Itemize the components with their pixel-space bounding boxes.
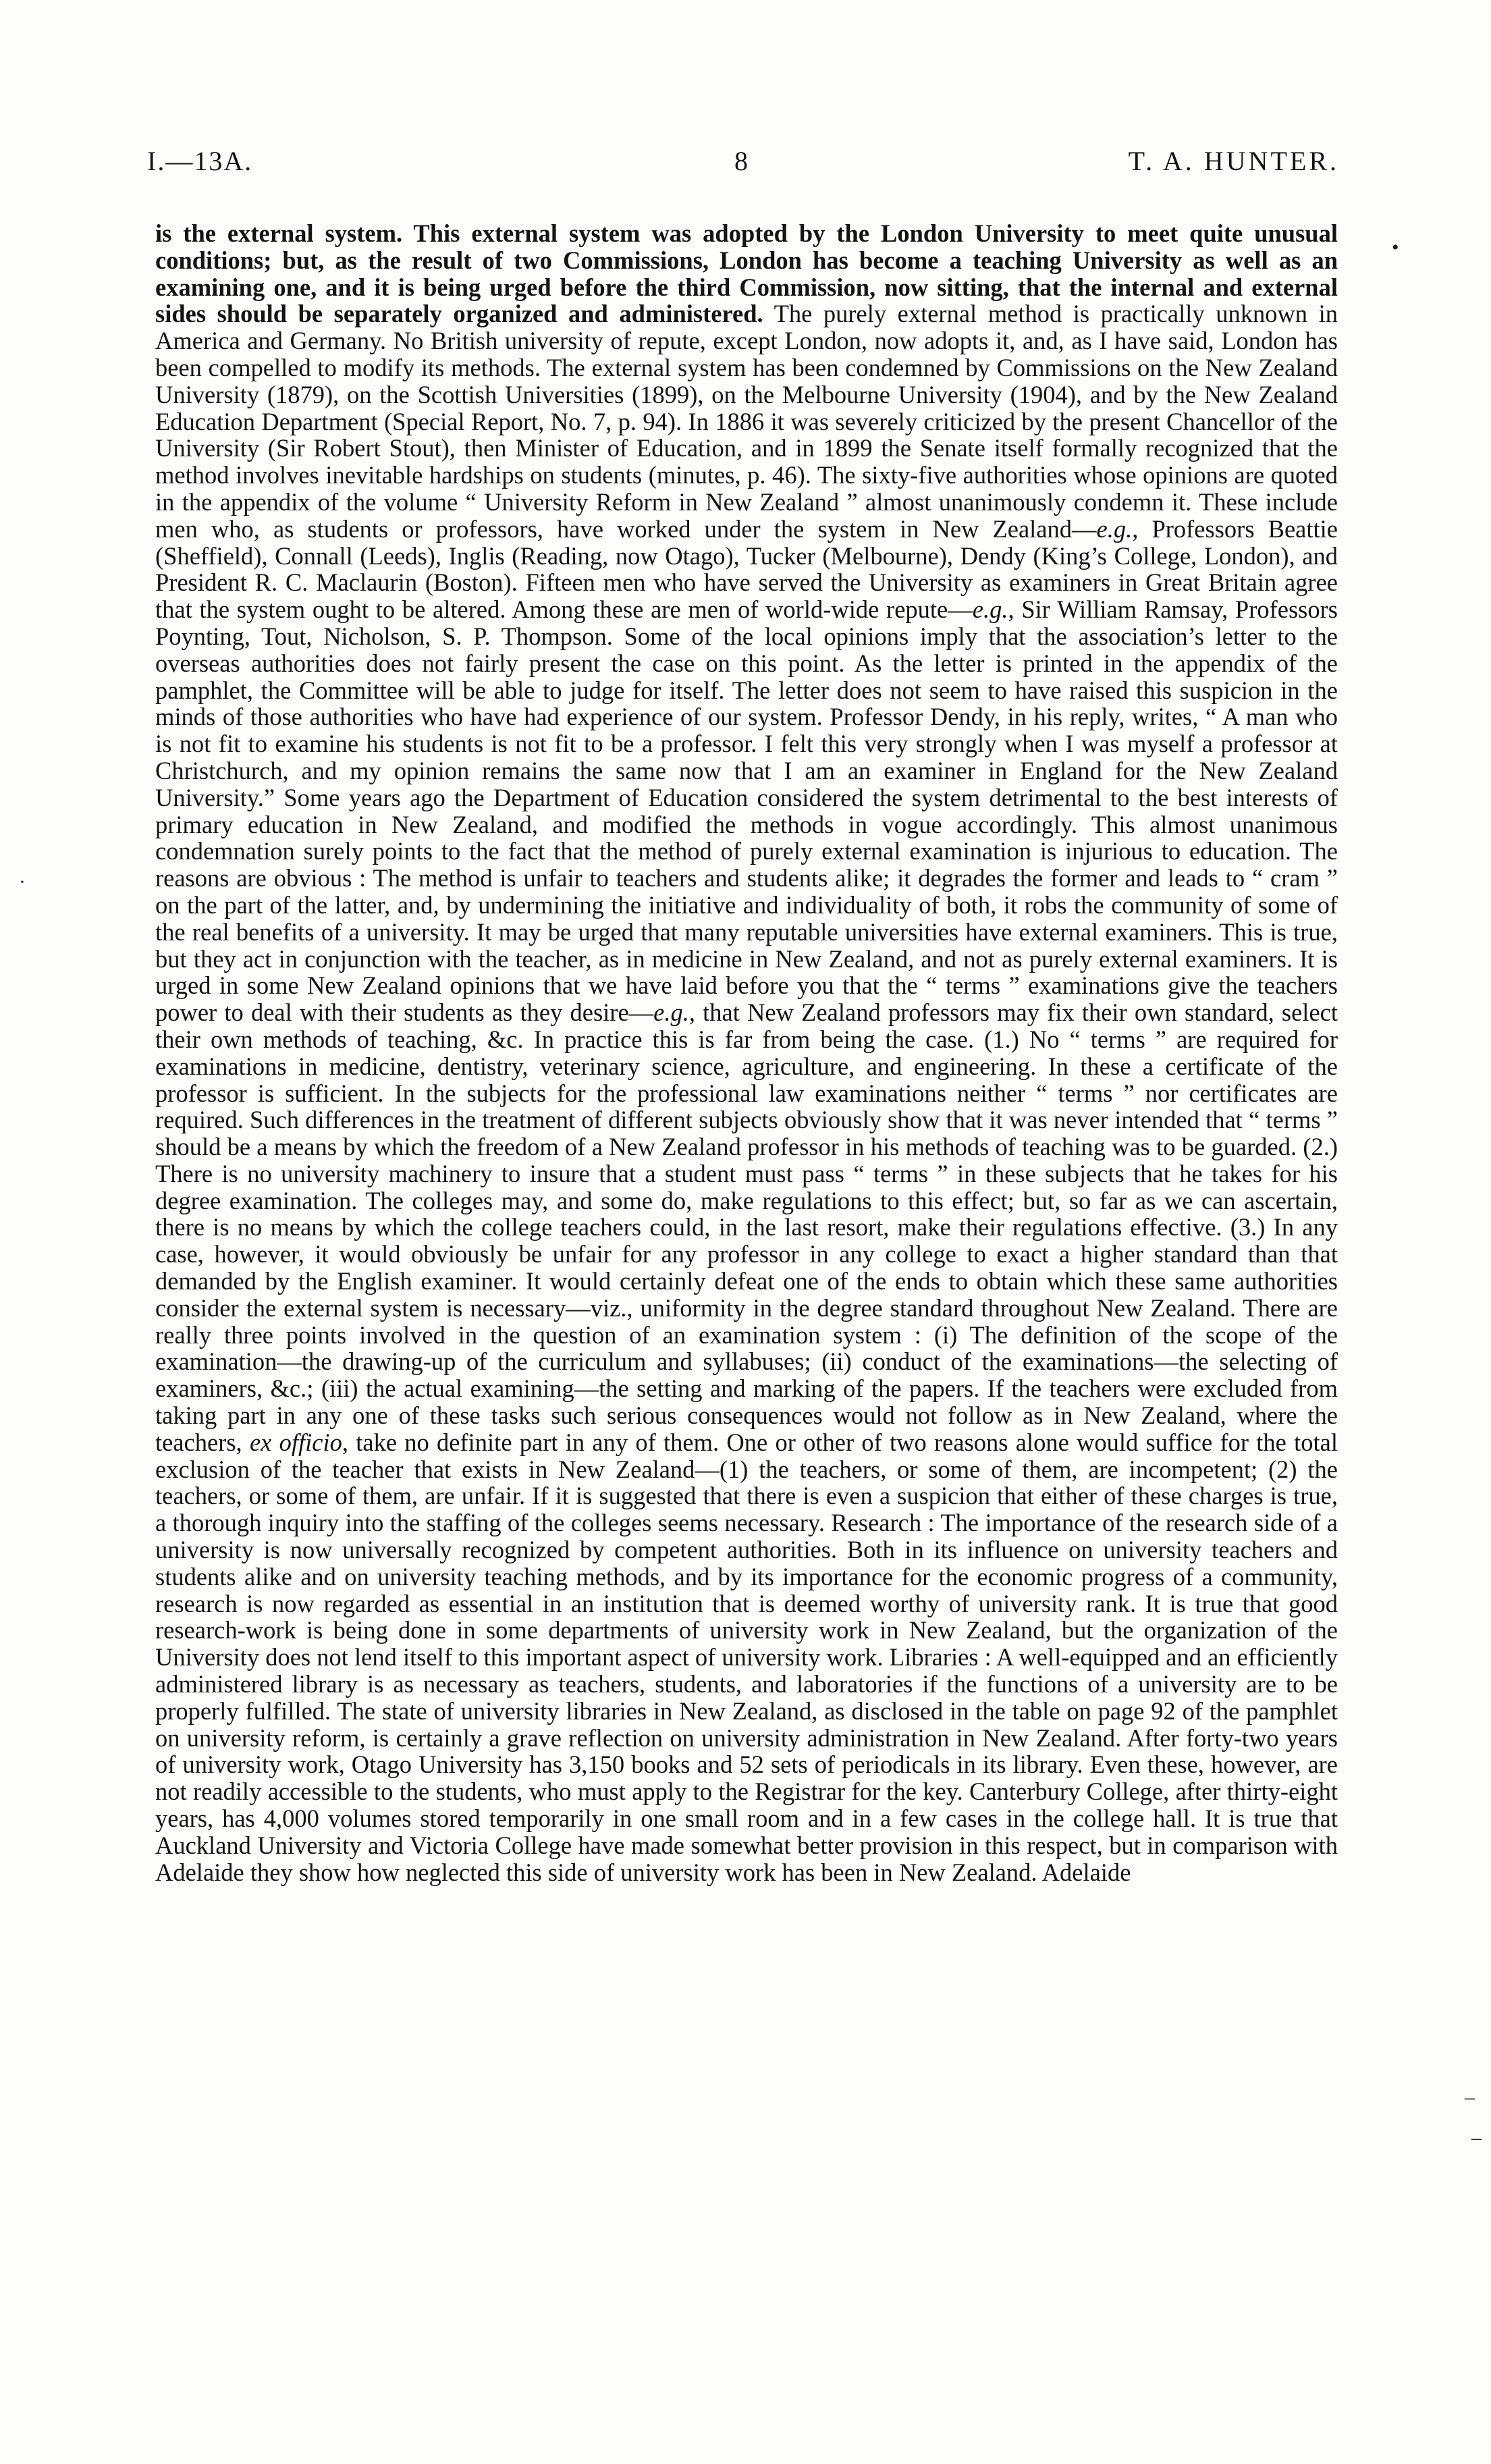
text-run-6: , take no definite part in any of them. One or other of two reasons alone would suffice for the total exclusion of the teacher that exists in New Zealand—(1) the teachers, or some of them, are incompetent; (2) the teachers, or some of them, are unfair. If it is suggested that there is even a suspicion that either of these charges is true, a thorough inquiry into the staffing of the colleges seems necessary.: [155, 1428, 1338, 1537]
text-run-5: , that New Zealand professors may fix their own standard, select their own methods of teaching, &c. In practice this is far from being the case. (1.) No “ terms ” are required for examinations in medicine, dentistry, veterinary science, agriculture, and engineering. In these a certificate of the professor is sufficient. In the subjects for the professional law examinations neither “ terms ” nor certificates are required. Such differences in the treatment of different subjects obviously show that it was never intended that “ terms ” should be a means by which the freedom of a New Zealand professor in his methods of teaching was to be guarded. (2.) There is no university machinery to insure that a student must pass “ terms ” in these subjects that he takes for his degree examination. The colleges may, and some do, make regulations to this effect; but, so far as we can ascertain, there is no means by which the college teachers could, in the last resort, make their regulations effective. (3.) In any case, however, it would obviously be unfair for any professor in any college to exact a higher standard than that demanded by the English examiner. It would certainly defeat one of the ends to obtain which these same authorities consider the external system is necessary—viz., uniformity in the degree standard throughout New Zealand. There are really three points involved in the question of an examination system : (i) The definition of the scope of the examination—the drawing-up of the curriculum and syllabuses; (ii) conduct of the examinations—the selecting of examiners, &c.; (iii) the actual examining—the setting and marking of the papers. If the teachers were excluded from taking part in any one of these tasks such serious consequences would not follow as in New Zealand, where the teachers,: [155, 998, 1338, 1456]
text-run-libraries: Libraries : A well-equipped and an efficiently administered library is as necessary as teachers, students, and laboratories if the functions of a university are to be properly fulfilled. The state of university libraries in New Zealand, as disclosed in the table on page 92 of the pamphlet on university reform, is certainly a grave reflection on university administration in New Zealand. After forty-two years of university work, Otago University has 3,150 books and 52 sets of periodicals in its library. Even these, however, are not readily accessible to the students, who must apply to the Registrar for the key. Canterbury College, after thirty-eight years, has 4,000 volumes stored temporarily in one small room and in a few cases in the college hall. It is true that Auckland University and Victoria College have made somewhat better provision in this respect, but in comparison with Adelaide they show how neglected this side of university work has been in New Zealand. Adelaide: [155, 1643, 1338, 1886]
margin-dot: •: [1392, 236, 1399, 259]
text-run-2: The purely external method is practically unknown in America and Germany. No British university of repute, except London, now adopts it, and, as I have said, London has been compelled to modify its methods. The external system has been condemned by Commissions on the New Zealand University (1879), on the Scottish Universities (1899), on the Melbourne University (1904), and by the New Zealand Education Department (Special Report, No. 7, p. 94). In 1886 it was severely criticized by the present Chancellor of the University (Sir Robert Stout), then Minister of Education, and in 1899 the Senate itself formally recognized that the method involves inevitable hardships on students (minutes, p. 46). The sixty-five authorities whose opinions are quoted in the appendix of the volume “ University Reform in New Zealand ” almost unanimously condemn it. These include men who, as students or professors, have worked under the system in New Zealand—: [155, 300, 1338, 543]
text-run-4: , Sir William Ramsay, Professors Poynting, Tout, Nicholson, S. P. Thompson. Some of the local opinions imply that the association’s letter to the overseas authorities does not fairly present the case on this point. As the letter is printed in the appendix of the pamphlet, the Committee will be able to judge for itself. The letter does not seem to have raised this suspicion in the minds of those authorities who have had experience of our system. Professor Dendy, in his reply, writes, “ A man who is not fit to examine his students is not fit to be a professor. I felt this very strongly when I was myself a professor at Christchurch, and my opinion remains the same now that I am an examiner in England for the New Zealand University.” Some years ago the Department of Education considered the system detrimental to the best interests of primary education in New Zealand, and modified the methods in vogue accordingly. This almost unanimous condemnation surely points to the fact that the method of purely external examination is injurious to education. The reasons are obvious : The method is unfair to teachers and students alike; it degrades the former and leads to “ cram ” on the part of the latter, and, by undermining the initiative and individuality of both, it robs the community of some of the real benefits of a university. It may be urged that many reputable universities have external examiners. This is true, but they act in conjunction with the teacher, as in medicine in New Zealand, and not as purely external examiners. It is urged in some New Zealand opinions that we have laid before you that the “ terms ” examinations give the teachers power to deal with their students as they desire—: [155, 595, 1338, 1027]
page-header: [0, 145, 1491, 186]
text-run-1: is the external system. This external system was adopted by the London University to meet quite unusual conditions; but, as the result of two Commissions, London has become a teaching University as well as an examining one, and it is being urged before the third Commission, now sitting, that the internal and external sides should be separately organized and administered.: [155, 219, 1338, 328]
header-author: T. A. HUNTER.: [1128, 146, 1339, 176]
text-ex-officio: ex officio: [249, 1428, 342, 1456]
header-reference: I.—13A.: [147, 146, 253, 176]
text-run-3: , Professors Beattie (Sheffield), Connall (Leeds), Inglis (Reading, now Otago), Tucker (Melbourne), Dendy (King’s College, London), and President R. C. Maclaurin (Boston). Fifteen men who have served the University as examiners in Great Britain agree that the system ought to be altered. Among these are men of world-wide repute—: [155, 514, 1338, 624]
text-eg-2: e.g.: [972, 595, 1008, 624]
text-eg-3: e.g.: [653, 998, 689, 1027]
body-paragraph: [155, 220, 1338, 1885]
page-number: 8: [734, 146, 749, 176]
margin-dash: –: [1471, 2126, 1482, 2149]
margin-dash: –: [1465, 2086, 1475, 2108]
margin-dot: ·: [19, 871, 26, 893]
text-eg-1: e.g.: [1096, 514, 1133, 543]
text-run-research: Research : The importance of the research side of a university is now universally recognized by competent authorities. Both in its influence on university teachers and students alike and on university teaching methods, and by its importance for the economic progress of a community, research is now regarded as essential in an institution that is deemed worthy of university rank. It is true that good research-work is being done in some departments of university work in New Zealand, but the organization of the University does not lend itself to this important aspect of university work.: [155, 1509, 1338, 1671]
